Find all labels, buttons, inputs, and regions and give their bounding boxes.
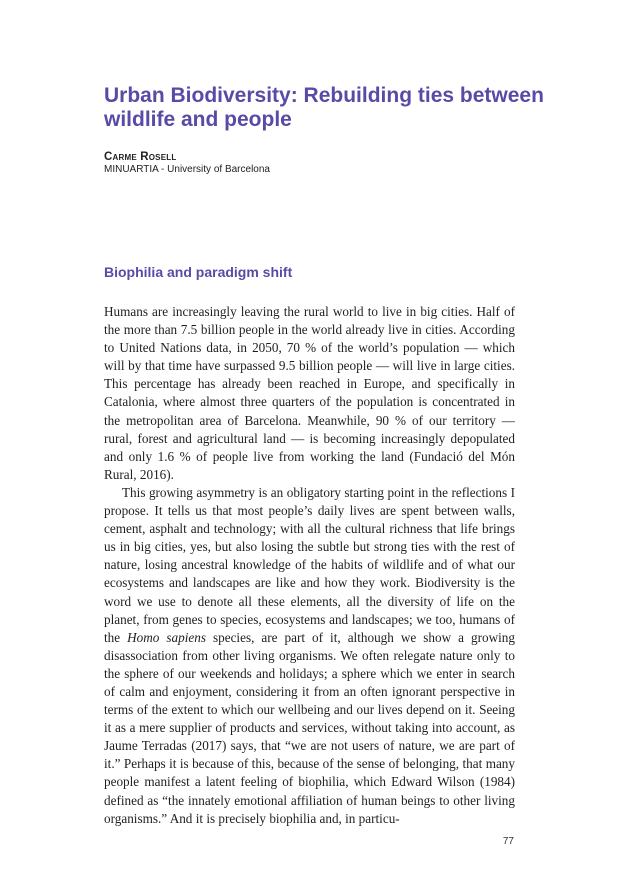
body-text xyxy=(104,303,515,828)
paragraph-2 xyxy=(104,484,515,828)
author-name: Carme Rosell xyxy=(104,151,177,163)
article-title: Urban Biodiversity: Rebuilding ties between wildlife and people xyxy=(104,84,544,131)
section-heading: Biophilia and paradigm shift xyxy=(104,264,293,280)
author-affiliation: MINUARTIA - University of Barcelona xyxy=(104,164,270,175)
paragraph-1: Humans are increasingly leaving the rural world to live in big cities. Half of the more than 7.5 billion people in the world already live in cities. According to United Nations data, in 2050, 70 % of the world’s population — which will by that time have surpassed 9.5 billion people — will live in large cities. This percentage has already been reached in Europe, and specifically in Catalonia, where almost three quarters of the population is concentrated in the metropolitan area of Barcelona. Meanwhile, 90 % of our territory — rural, forest and agricultural land — is becoming increasingly depopulated and only 1.6 % of people live from working the land (Fundació del Món Rural, 2016). xyxy=(104,304,515,482)
paragraph-2-part-1: This growing asymmetry is an obligatory starting point in the reflections I propose. It tells us that most people’s daily lives are spent between walls, cement, asphalt and technology; with all the cultural richness that life brings us in big cities, yes, but also losing the subtle but strong ties with the rest of nature, losing ancestral knowledge of the habits of wildlife and of what our ecosystems and landscapes are like and how they work. Biodiversity is the word we use to denote all these elements, all the diversity of life on the planet, from genes to species, ecosystems and landscapes; we too, humans of the xyxy=(104,484,515,645)
page-number: 77 xyxy=(502,836,514,847)
paragraph-2-part-2: species, are part of it, although we show a growing disassociation from other living organisms. We often relegate nature only to the sphere of our weekends and holidays; a sphere which we enter in search of calm and enjoyment, considering it from an often ignorant perspective in terms of the extent to which our wellbeing and our lives depend on it. Seeing it as a mere supplier of products and services, without taking into account, as Jaume Terradas (2017) says, that “we are not users of nature, we are part of it.” Perhaps it is because of this, because of the sense of belonging, that many people manifest a latent feeling of biophilia, which Edward Wilson (1984) defined as “the innately emotional affiliation of human beings to other living organisms.” And it is precisely biophilia and, in particu- xyxy=(104,629,515,826)
species-name: Homo sapiens xyxy=(127,629,206,645)
